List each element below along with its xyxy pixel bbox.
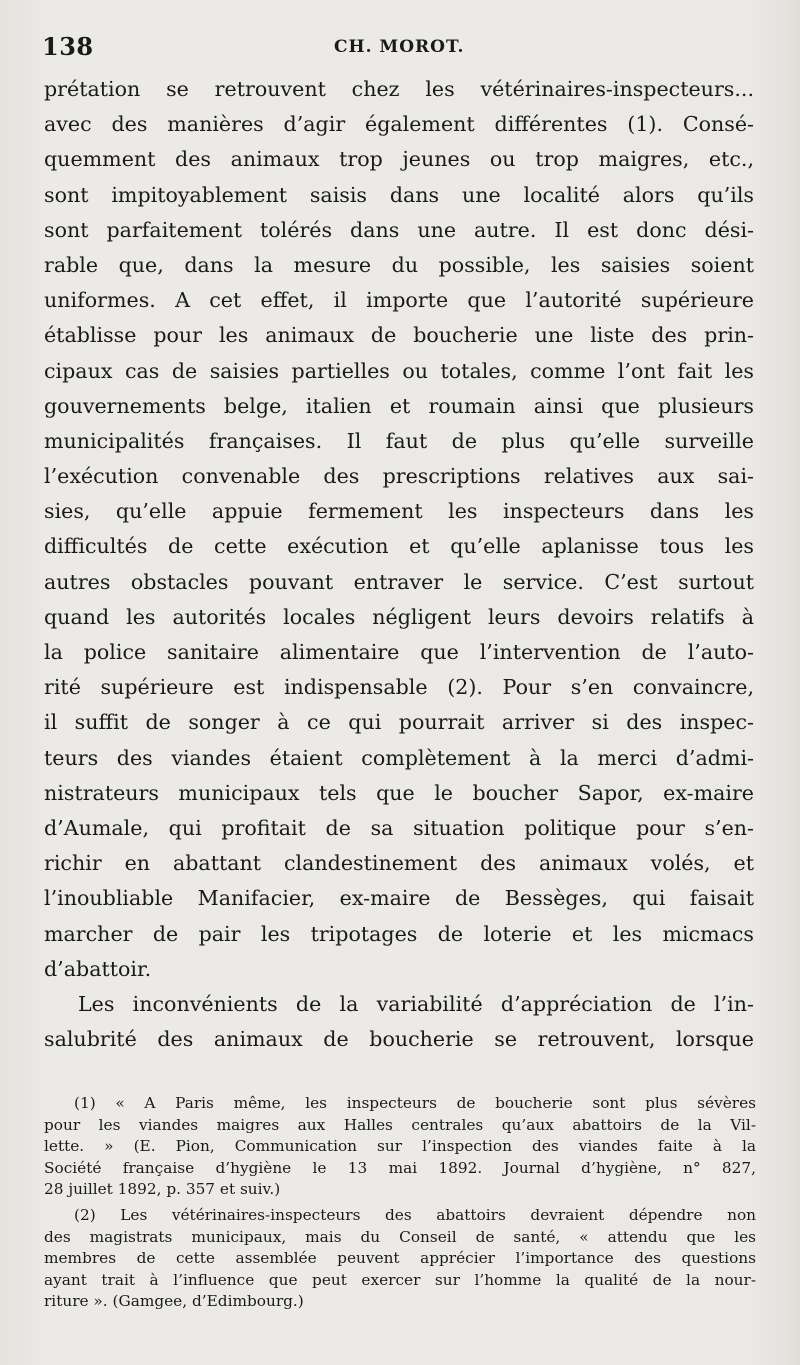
footnote-line: membres de cette assemblée peuvent apprécier l’importance des questions <box>44 1249 756 1268</box>
footnote-line: ayant trait à l’influence que peut exercer sur l’homme la qualité de la nour- <box>44 1270 756 1289</box>
footnote-1 <box>44 1093 756 1201</box>
footnote-line: lette. » (E. Pion, Communication sur l’inspection des viandes faite à la <box>44 1137 756 1156</box>
footnote-line: des magistrats municipaux, mais du Conseil de santé, « attendu que les <box>44 1227 756 1246</box>
body-line: municipalités françaises. Il faut de plus qu’elle surveille <box>44 428 754 453</box>
footnote-line: riture ». (Gamgee, d’Edimbourg.) <box>44 1292 304 1311</box>
body-line: quand les autorités locales négligent leurs devoirs relatifs à <box>44 604 754 629</box>
body-line: établisse pour les animaux de boucherie une liste des prin- <box>44 323 754 348</box>
footnote-line: 28 juillet 1892, p. 357 et suiv.) <box>44 1180 281 1199</box>
footnote-2 <box>44 1205 756 1313</box>
body-line: d’Aumale, qui profitait de sa situation politique pour s’en- <box>44 815 754 840</box>
body-line: richir en abattant clandestinement des animaux volés, et <box>44 851 754 876</box>
body-line: sont impitoyablement saisis dans une localité alors qu’ils <box>44 182 754 207</box>
body-line: rable que, dans la mesure du possible, les saisies soient <box>44 252 754 277</box>
footnotes <box>44 1093 756 1313</box>
page-number: 138 <box>42 32 94 61</box>
body-line: uniformes. A cet effet, il importe que l’autorité supérieure <box>44 288 754 313</box>
body-line: autres obstacles pouvant entraver le service. C’est surtout <box>44 569 754 594</box>
body-line: nistrateurs municipaux tels que le boucher Sapor, ex-maire <box>44 780 754 805</box>
body-line: difficultés de cette exécution et qu’elle aplanisse tous les <box>44 534 754 559</box>
footnote-line: Société française d’hygiène le 13 mai 1892. Journal d’hygiène, n° 827, <box>44 1158 756 1177</box>
body-line: la police sanitaire alimentaire que l’intervention de l’auto- <box>44 640 754 664</box>
page-header <box>42 30 752 66</box>
body-line: gouvernements belge, italien et roumain ainsi que plusieurs <box>44 393 754 418</box>
body-line: il suffit de songer à ce qui pourrait arriver si des inspec- <box>44 710 754 735</box>
body-line: d’abattoir. <box>44 956 152 981</box>
body-line: salubrité des animaux de boucherie se retrouvent, lorsque <box>44 1027 754 1052</box>
body-line: prétation se retrouvent chez les vétérinaires-inspecteurs... <box>44 77 754 101</box>
body-line: cipaux cas de saisies partielles ou totales, comme l’ont fait les <box>44 358 754 383</box>
body-text <box>44 72 754 1057</box>
footnote-line: (2) Les vétérinaires-inspecteurs des abattoirs devraient dépendre non <box>74 1205 756 1224</box>
body-line: quemment des animaux trop jeunes ou trop maigres, etc., <box>44 147 754 172</box>
body-line: l’exécution convenable des prescriptions relatives aux sai- <box>44 464 754 489</box>
footnote-line: pour les viandes maigres aux Halles centrales qu’aux abattoirs de la Vil- <box>44 1115 756 1134</box>
body-line: sont parfaitement tolérés dans une autre. Il est donc dési- <box>44 217 754 242</box>
body-line: rité supérieure est indispensable (2). Pour s’en convaincre, <box>44 675 754 700</box>
running-head: CH. MOROT. <box>334 37 465 57</box>
body-line: Les inconvénients de la variabilité d’appréciation de l’in- <box>78 991 754 1016</box>
body-line: sies, qu’elle appuie fermement les inspecteurs dans les <box>44 499 754 524</box>
body-line: marcher de pair les tripotages de loterie et les micmacs <box>44 921 754 946</box>
footnote-line: (1) « A Paris même, les inspecteurs de boucherie sont plus sévères <box>74 1094 756 1112</box>
body-line: avec des manières d’agir également différentes (1). Consé- <box>44 112 754 137</box>
body-line: l’inoubliable Manifacier, ex-maire de Bessèges, qui faisait <box>44 886 754 911</box>
body-line: teurs des viandes étaient complètement à la merci d’admi- <box>44 745 754 770</box>
